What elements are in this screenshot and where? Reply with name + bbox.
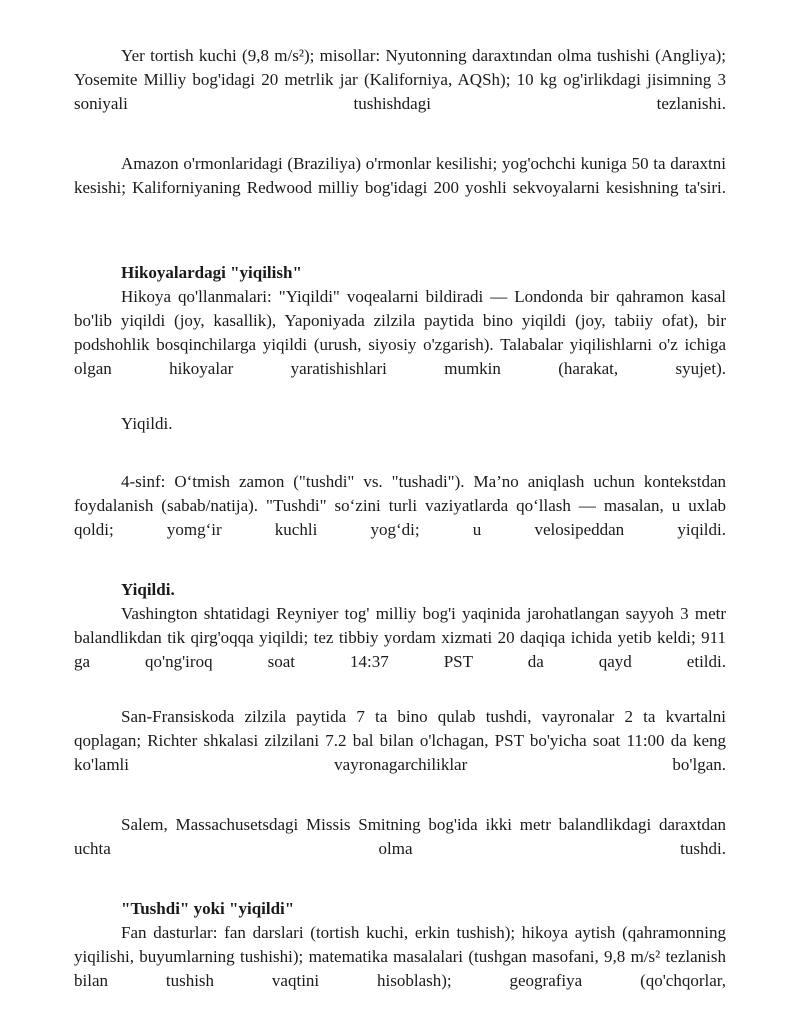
section-yiqildi	[74, 578, 726, 674]
section-heading-tushdi-yiqildi: "Tushdi" yoki "yiqildi"	[121, 899, 295, 918]
paragraph-stories: Hikoya qo'llanmalari: "Yiqildi" voqealarni bildiradi — Londonda bir qahramon kasal bo'lib yiqildi (joy, kasallik), Yaponiyada zilzila paytida bino yiqildi (joy, tabiiy ofat), bir podshohlik bosqinchilarga yiqildi (urush, siyosiy o'zgarish). Talabalar yiqilishlarni o'z ichiga olgan hikoyalar yaratishishlari mumkin (harakat, syujet).	[74, 287, 726, 378]
paragraph-rainier: Vashington shtatidagi Reyniyer tog' milliy bog'i yaqinida jarohatlangan sayyoh 3 metr balandlikdan tik qirg'oqqa yiqildi; tez tibbiy yordam xizmati 20 daqiqa ichida yetib keldi; 911 ga qo'ng'iroq soat 14:37 PST da qayd etildi.	[74, 604, 726, 671]
section-heading-stories: Hikoyalardagi "yiqilish"	[121, 263, 302, 282]
paragraph-salem: Salem, Massachusetsdagi Missis Smitning bog'ida ikki metr balandlikdagi daraxtdan uchta olma tushdi.	[74, 815, 726, 858]
section-tushdi-yiqildi	[74, 897, 726, 993]
paragraph-yiqildi: Yiqildi.	[121, 414, 173, 433]
paragraph-curriculum: Fan dasturlar: fan darslari (tortish kuchi, erkin tushish); hikoya aytish (qahramonning yiqilishi, buyumlarning tushishi); matematika masalalari (tushgan masofani, 9,8 m/s² tezlanish bilan tushish vaqtini hisoblash); geografiya (qo'chqorlar,	[74, 923, 726, 990]
paragraph-deforestation: Amazon o'rmonlaridagi (Braziliya) o'rmonlar kesilishi; yog'ochchi kuniga 50 ta daraxtni kesishi; Kaliforniyaning Redwood milliy bog'idagi 200 yoshli sekvoyalarni kesishning ta'siri.	[74, 154, 726, 197]
paragraph-grade4: 4-sinf: O‘tmish zamon ("tushdi" vs. "tushadi"). Ma’no aniqlash uchun kontekstdan foydalanish (sabab/natija). "Tushdi" so‘zini turli vaziyatlarda qo‘llash — masalan, u uxlab qoldi; yomg‘ir kuchli yog‘di; u velosipeddan yiqildi.	[74, 472, 726, 539]
paragraph-sanfrancisco: San-Fransiskoda zilzila paytida 7 ta bino qulab tushdi, vayronalar 2 ta kvartalni qoplagan; Richter shkalasi zilzilani 7.2 bal bilan o'lchagan, PST bo'yicha soat 11:00 da keng ko'lamli vayronagarchiliklar bo'lgan.	[74, 707, 726, 774]
section-heading-yiqildi: Yiqildi.	[121, 580, 175, 599]
paragraph-gravity: Yer tortish kuchi (9,8 m/s²); misollar: Nyutonning daraxtından olma tushishi (Angliya); Yosemite Milliy bog'idagi 20 metrlik jar (Kaliforniya, AQSh); 10 kg og'irlikdagi jisimning 3 soniyali tushishdagi tezlanishi.	[74, 46, 726, 113]
section-stories	[74, 261, 726, 381]
